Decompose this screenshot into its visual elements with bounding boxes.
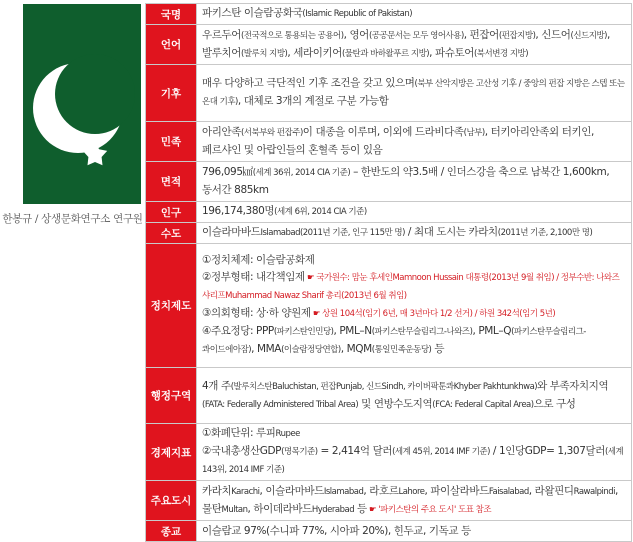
label-cities: 주요도시 [146,481,197,521]
value-climate: 매우 다양하고 극단적인 기후 조건을 갖고 있으며(북부 산악지방은 고산성 기후 / 중앙의 펀잡 지방은 스텝 또는 온대 기후), 대체로 3개의 계절로 구분 가능함 [197,65,632,122]
row-politics [146,244,632,368]
row-religion [146,521,632,542]
value-ethnic: 아리안족(서북부와 펀잡주)이 대종을 이루며, 이외에 드라비다족(남부), 터키아리안족외 터키인, 페르샤인 및 아랍인들의 혼혈족 등이 있음 [197,122,632,162]
label-economy: 경제지표 [146,424,197,481]
row-population [146,202,632,223]
label-country: 국명 [146,4,197,25]
pakistan-flag [3,4,141,204]
row-country [146,4,632,25]
label-ethnic: 민족 [146,122,197,162]
row-climate [146,65,632,122]
value-admin: 4개 주(발루치스탄Baluchistan, 펀잡Punjab, 신드Sindh, 카이버팍툰콰Khyber Pakhtunkhwa)와 부족자치지역(FATA: Federally Administered Tribal Area) 및 연방수도지역(FCA: Federal Capital Area)으로 구성 [197,368,632,424]
label-religion: 종교 [146,521,197,542]
row-language [146,25,632,65]
label-language: 언어 [146,25,197,65]
row-economy [146,424,632,481]
value-population: 196,174,380명(세계 6위, 2014 CIA 기준) [197,202,632,223]
label-population: 인구 [146,202,197,223]
row-cities [146,481,632,521]
row-admin [146,368,632,424]
value-country: 파키스탄 이슬람공화국(Islamic Republic of Pakistan) [197,4,632,25]
value-capital: 이슬라마바드Islamabad(2011년 기준, 인구 115만 명) / 최대 도시는 카라치(2011년 기준, 2,100만 명) [197,223,632,244]
row-capital [146,223,632,244]
label-capital: 수도 [146,223,197,244]
label-admin: 행정구역 [146,368,197,424]
label-area: 면적 [146,162,197,202]
value-economy: ①화폐단위: 루피Rupee ②국내총생산GDP(명목기준) = 2,414억 달러(세계 45위, 2014 IMF 기준) / 1인당GDP= 1,307달러(세계 143위, 2014 IMF 기준) [197,424,632,481]
country-info-table [145,3,632,542]
value-cities: 카라치Karachi, 이슬라마바드Islamabad, 라호르Lahore, 파이살라바드Faisalabad, 라왈핀디Rawalpindi, 물탄Multan, 하이데라바드Hyderabad 등 ☛ '파키스탄의 주요 도시' 도표 참조 [197,481,632,521]
row-ethnic [146,122,632,162]
value-language: 우르두어(전국적으로 통용되는 공용어), 영어(공공문서는 모두 영어사용), 펀잡어(펀잡지방), 신드어(신드지방), 발루치어(발루치 지방), 세라이키어(물탄과 바하왈푸르 지방), 파슈토어(북서변경 지방) [197,25,632,65]
label-politics: 정치제도 [146,244,197,368]
row-area [146,162,632,202]
author-caption: 한봉규 / 상생문화연구소 연구원 [2,213,143,225]
value-politics: ①정치체제: 이슬람공화제 ②정부형태: 내각책임제 ☛ 국가원수: 맘눈 후세인Mamnoon Hussain 대통령(2013년 9월 취임) / 정부수반: 나와즈 샤리프Muhammad Nawaz Sharif 총리(2013년 6월 취임) ③의회형태: 상·하 양원제 ☛ 상원 104석(임기 6년, 매 3년마다 1/2 선거) / 하원 342석(임기 5년) ④주요정당: PPP(파키스탄인민당), PML–N(파키스탄무슬림리그-나와즈), PML–Q(파키스탄무슬림리그-콰이드에아잠), MMA(이슬람정당연합), MQM(통일민족운동당) 등 [197,244,632,368]
value-religion: 이슬람교 97%(수니파 77%, 시아파 20%), 힌두교, 기독교 등 [197,521,632,542]
value-area: 796,095㎢(세계 36위, 2014 CIA 기준) – 한반도의 약3.5배 / 인더스강을 축으로 남북간 1,600km, 동서간 885km [197,162,632,202]
label-climate: 기후 [146,65,197,122]
